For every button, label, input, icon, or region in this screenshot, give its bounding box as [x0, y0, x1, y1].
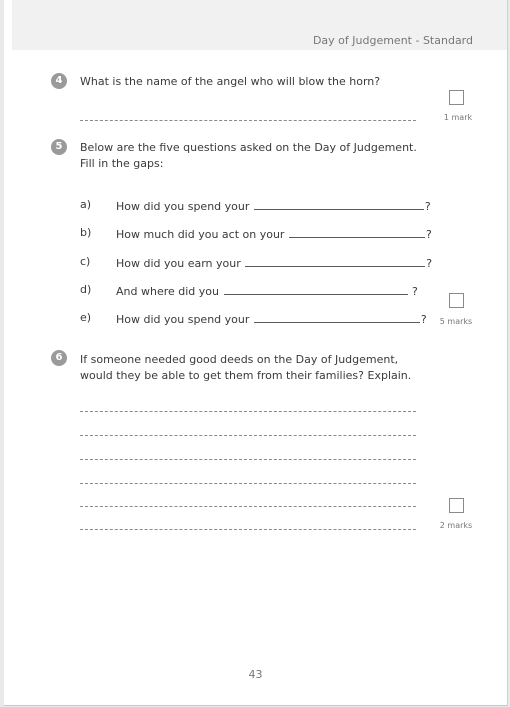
marks-checkbox[interactable] — [449, 498, 464, 513]
fill-in-blank[interactable] — [224, 283, 408, 295]
fill-in-blank[interactable] — [254, 311, 420, 323]
item-prompt: How did you spend your — [116, 313, 250, 326]
worksheet-page — [4, 0, 508, 706]
answer-line[interactable] — [80, 459, 416, 460]
item-end: ? — [412, 285, 418, 298]
fill-in-blank[interactable] — [289, 226, 425, 238]
question-text: Below are the five questions asked on the Day of Judgement. Fill in the gaps: — [80, 141, 417, 170]
answer-line[interactable] — [80, 435, 416, 436]
answer-line[interactable] — [80, 529, 416, 530]
answer-line[interactable] — [80, 483, 416, 484]
page-header — [12, 0, 507, 50]
item-letter: b) — [80, 226, 92, 239]
item-prompt: How did you spend your — [116, 200, 250, 213]
marks-label: 2 marks — [439, 521, 473, 530]
marks-checkbox[interactable] — [449, 90, 464, 105]
header-title: Day of Judgement - Standard — [312, 34, 473, 47]
fill-in-item — [80, 255, 440, 271]
fill-in-blank[interactable] — [254, 198, 424, 210]
question-number-badge: 5 — [51, 139, 67, 155]
fill-in-item — [80, 198, 440, 214]
marks-label: 5 marks — [439, 317, 473, 326]
item-letter: a) — [80, 198, 92, 211]
page-number: 43 — [248, 668, 263, 681]
answer-line[interactable] — [80, 506, 416, 507]
marks-checkbox[interactable] — [449, 293, 464, 308]
question-text: What is the name of the angel who will blow the horn? — [80, 75, 381, 88]
answer-line[interactable] — [80, 120, 416, 121]
fill-in-blank[interactable] — [245, 255, 425, 267]
fill-in-item — [80, 311, 440, 327]
fill-in-item — [80, 226, 440, 242]
item-prompt: And where did you — [116, 285, 219, 298]
item-end: ? — [420, 313, 427, 326]
item-end: ? — [424, 200, 431, 213]
item-end: ? — [426, 257, 433, 270]
marks-label: 1 mark — [443, 113, 473, 122]
item-letter: d) — [80, 283, 92, 296]
question-text: If someone needed good deeds on the Day of Judgement, would they be able to get them from their families? Explain. — [80, 353, 412, 382]
item-letter: c) — [80, 255, 91, 268]
fill-in-item — [80, 283, 440, 299]
item-prompt: How much did you act on your — [116, 228, 285, 241]
item-letter: e) — [80, 311, 92, 324]
answer-line[interactable] — [80, 411, 416, 412]
item-end: ? — [425, 228, 432, 241]
item-prompt: How did you earn your — [116, 257, 241, 270]
question-number-badge: 6 — [51, 350, 67, 366]
question-number-badge: 4 — [51, 73, 67, 89]
